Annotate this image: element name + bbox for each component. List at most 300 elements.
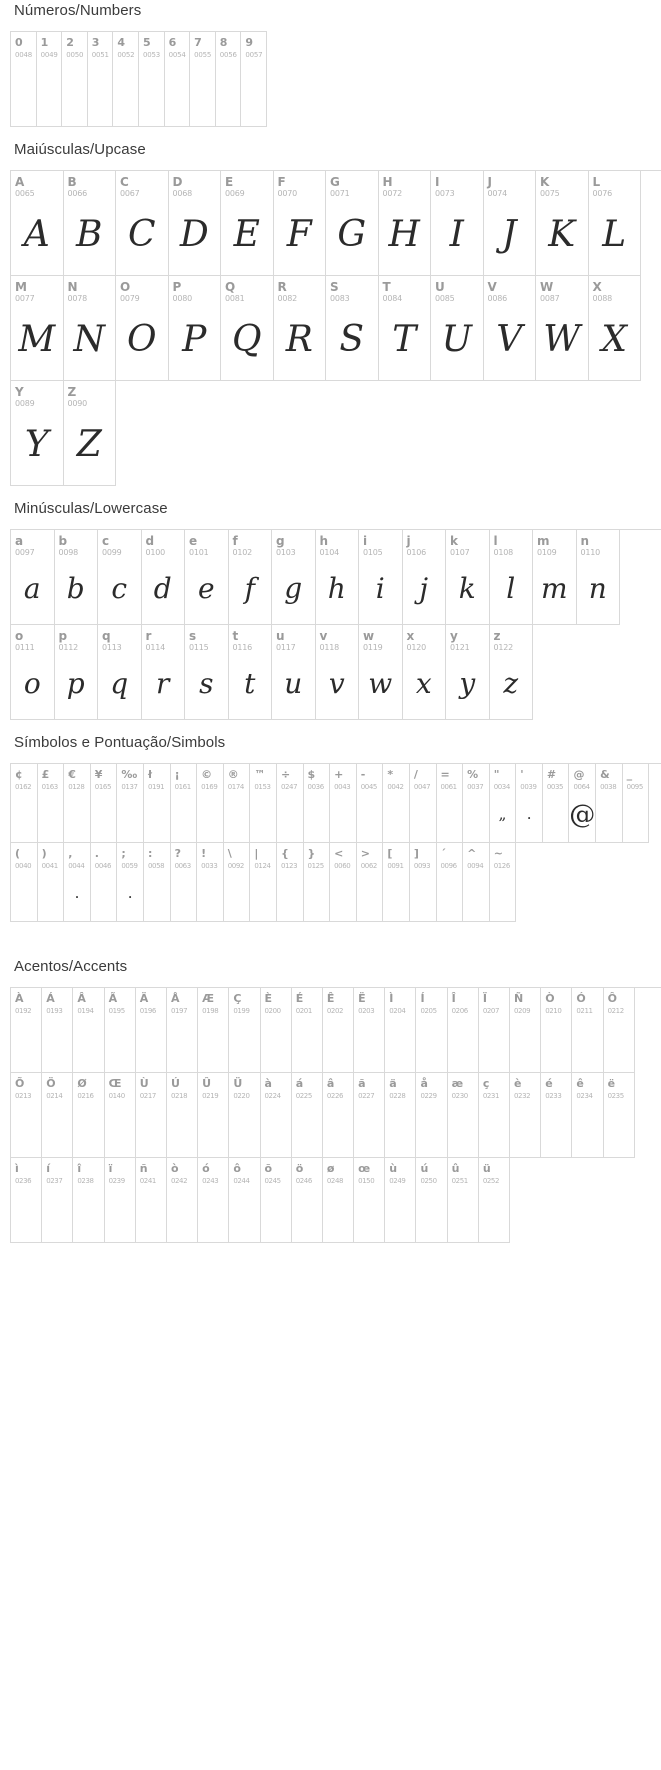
glyph-code-label: 0236 — [15, 1177, 32, 1185]
glyph-cell[interactable] — [229, 625, 273, 720]
glyph-preview — [216, 61, 241, 126]
glyph-preview — [490, 872, 516, 921]
glyph-preview — [197, 793, 223, 842]
glyph-cell[interactable] — [117, 843, 144, 922]
glyph-cell[interactable] — [277, 764, 304, 843]
glyph-cell[interactable] — [326, 276, 379, 381]
section-title-accents: Acentos/Accents — [14, 958, 128, 975]
glyph-cell[interactable] — [410, 764, 437, 843]
glyph-character-label: Ü — [233, 1077, 243, 1090]
glyph-code-label: 0064 — [573, 783, 590, 791]
glyph-cell[interactable] — [64, 381, 117, 486]
glyph-cell[interactable] — [105, 1158, 136, 1243]
glyph-cell[interactable] — [383, 843, 410, 922]
glyph-cell[interactable] — [316, 625, 360, 720]
glyph-cell[interactable] — [216, 32, 242, 127]
glyph-cell[interactable] — [510, 988, 541, 1073]
glyph-header — [596, 764, 622, 793]
glyph-header — [42, 1158, 72, 1187]
glyph-cell[interactable] — [198, 1073, 229, 1158]
glyph-preview — [357, 872, 383, 921]
glyph-preview: Y — [24, 423, 49, 465]
glyph-header — [316, 530, 359, 559]
glyph-cell[interactable] — [330, 843, 357, 922]
glyph-cell[interactable] — [261, 1073, 292, 1158]
glyph-character-label: Å — [170, 992, 180, 1005]
glyph-character-label: é — [545, 1077, 553, 1090]
glyph-cell[interactable] — [536, 171, 589, 276]
glyph-grid-upcase — [10, 170, 661, 486]
glyph-header — [55, 530, 98, 559]
glyph-cell[interactable] — [479, 1158, 510, 1243]
glyph-cell[interactable] — [136, 988, 167, 1073]
glyph-preview — [354, 1187, 384, 1242]
glyph-character-label: ´ — [440, 847, 446, 860]
glyph-cell[interactable] — [437, 764, 464, 843]
glyph-cell[interactable] — [379, 171, 432, 276]
glyph-character-label: ö — [295, 1162, 304, 1175]
glyph-header — [326, 276, 378, 305]
glyph-preview: S — [339, 318, 365, 360]
glyph-cell[interactable] — [37, 32, 63, 127]
glyph-preview — [416, 1187, 446, 1242]
glyph-cell[interactable] — [274, 276, 327, 381]
glyph-header — [330, 764, 356, 793]
glyph-cell[interactable] — [198, 1158, 229, 1243]
glyph-header — [589, 171, 641, 200]
glyph-cell[interactable] — [292, 988, 323, 1073]
glyph-header — [572, 988, 602, 1017]
glyph-character-label: Q — [225, 280, 236, 294]
glyph-code-label: 0120 — [406, 643, 427, 652]
glyph-cell[interactable] — [88, 32, 114, 127]
glyph-cell[interactable] — [543, 764, 570, 843]
glyph-cell[interactable] — [64, 276, 117, 381]
glyph-character-label: Ô — [607, 992, 617, 1005]
glyph-cell[interactable] — [38, 764, 65, 843]
glyph-code-label: 0200 — [264, 1007, 281, 1015]
glyph-character-label: 2 — [66, 36, 74, 49]
glyph-cell[interactable] — [117, 764, 144, 843]
glyph-cell[interactable] — [139, 32, 165, 127]
glyph-cell[interactable] — [55, 625, 99, 720]
glyph-cell[interactable] — [229, 988, 260, 1073]
glyph-preview — [73, 1017, 103, 1072]
glyph-header — [11, 276, 63, 305]
glyph-cell[interactable] — [224, 764, 251, 843]
glyph-code-label: 0219 — [202, 1092, 219, 1100]
glyph-cell[interactable] — [190, 32, 216, 127]
glyph-preview — [250, 793, 276, 842]
glyph-code-label: 0063 — [174, 862, 191, 870]
glyph-character-label: æ — [451, 1077, 464, 1090]
glyph-cell[interactable] — [144, 764, 171, 843]
glyph-cell[interactable] — [596, 764, 623, 843]
glyph-cell[interactable] — [142, 530, 186, 625]
glyph-header — [304, 764, 330, 793]
glyph-cell[interactable] — [623, 764, 650, 843]
glyph-character-label: ? — [174, 847, 181, 860]
glyph-cell[interactable] — [250, 843, 277, 922]
glyph-cell[interactable] — [185, 625, 229, 720]
glyph-cell[interactable] — [11, 988, 42, 1073]
glyph-preview — [479, 1187, 509, 1242]
glyph-cell[interactable] — [241, 32, 267, 127]
glyph-code-label: 0108 — [493, 548, 514, 557]
glyph-character-label: : — [147, 847, 153, 860]
glyph-cell[interactable] — [510, 1073, 541, 1158]
glyph-preview: u — [284, 666, 303, 700]
glyph-character-label: 1 — [40, 36, 49, 49]
glyph-character-label: , — [68, 847, 73, 860]
glyph-cell[interactable] — [62, 32, 88, 127]
glyph-cell[interactable] — [326, 171, 379, 276]
glyph-header — [38, 843, 64, 872]
glyph-header — [229, 1073, 259, 1102]
glyph-preview: l — [506, 571, 516, 605]
glyph-preview: G — [337, 213, 367, 255]
glyph-preview: Q — [231, 318, 262, 360]
glyph-cell[interactable] — [359, 530, 403, 625]
glyph-cell[interactable] — [490, 764, 517, 843]
glyph-cell[interactable] — [42, 988, 73, 1073]
glyph-code-label: 0082 — [277, 294, 298, 303]
glyph-code-label: 0246 — [295, 1177, 312, 1185]
glyph-cell[interactable] — [105, 988, 136, 1073]
glyph-character-label: â — [326, 1077, 335, 1090]
glyph-character-label: Ï — [482, 992, 487, 1005]
glyph-cell[interactable] — [42, 1073, 73, 1158]
glyph-cell[interactable] — [105, 1073, 136, 1158]
glyph-preview — [479, 1017, 509, 1072]
glyph-header — [250, 843, 276, 872]
glyph-cell[interactable] — [272, 625, 316, 720]
glyph-cell[interactable] — [11, 530, 55, 625]
glyph-cell[interactable] — [261, 1158, 292, 1243]
glyph-cell[interactable] — [136, 1158, 167, 1243]
glyph-cell[interactable] — [11, 171, 64, 276]
glyph-cell[interactable] — [484, 276, 537, 381]
glyph-cell[interactable] — [11, 1158, 42, 1243]
glyph-cell[interactable] — [11, 764, 38, 843]
glyph-cell[interactable] — [403, 625, 447, 720]
glyph-cell[interactable] — [116, 276, 169, 381]
glyph-cell[interactable] — [64, 843, 91, 922]
glyph-cell[interactable] — [359, 625, 403, 720]
glyph-cell[interactable] — [64, 171, 117, 276]
glyph-character-label: q — [102, 629, 111, 643]
glyph-preview: H — [388, 213, 420, 255]
glyph-cell[interactable] — [169, 171, 222, 276]
glyph-preview: T — [392, 318, 417, 360]
glyph-code-label: 0071 — [330, 189, 350, 198]
glyph-preview — [354, 1017, 384, 1072]
glyph-code-label: 0247 — [280, 783, 298, 791]
glyph-cell[interactable] — [516, 764, 543, 843]
glyph-cell[interactable] — [73, 1158, 104, 1243]
glyph-code-label: 0169 — [201, 783, 218, 791]
glyph-character-label: j — [406, 534, 411, 548]
glyph-character-label: œ — [358, 1162, 371, 1175]
glyph-cell[interactable] — [11, 32, 37, 127]
glyph-cell[interactable] — [572, 1073, 603, 1158]
glyph-cell[interactable] — [385, 1158, 416, 1243]
glyph-cell[interactable] — [64, 764, 91, 843]
glyph-cell[interactable] — [446, 625, 490, 720]
glyph-cell[interactable] — [171, 843, 198, 922]
glyph-cell[interactable] — [354, 1158, 385, 1243]
glyph-cell[interactable] — [490, 625, 534, 720]
glyph-header — [403, 530, 446, 559]
glyph-preview: e — [197, 571, 215, 605]
glyph-cell[interactable] — [185, 530, 229, 625]
glyph-cell[interactable] — [38, 843, 65, 922]
glyph-cell[interactable] — [448, 1073, 479, 1158]
glyph-code-label: 0202 — [326, 1007, 344, 1015]
glyph-cell[interactable] — [357, 843, 384, 922]
glyph-code-label: 0056 — [219, 51, 237, 59]
glyph-character-label: ã — [358, 1077, 366, 1090]
glyph-preview: Z — [76, 423, 102, 465]
glyph-header — [73, 988, 103, 1017]
glyph-cell[interactable] — [171, 764, 198, 843]
glyph-cell[interactable] — [416, 988, 447, 1073]
glyph-cell[interactable] — [490, 530, 534, 625]
glyph-character-label: w — [363, 629, 375, 643]
glyph-preview — [543, 793, 569, 842]
glyph-cell[interactable] — [113, 32, 139, 127]
glyph-preview — [224, 793, 250, 842]
glyph-cell[interactable] — [385, 988, 416, 1073]
glyph-cell[interactable] — [572, 988, 603, 1073]
glyph-code-label: 0104 — [319, 548, 340, 557]
glyph-header — [198, 988, 228, 1017]
glyph-cell[interactable] — [410, 843, 437, 922]
glyph-header — [136, 988, 166, 1017]
glyph-code-label: 0092 — [227, 862, 244, 870]
glyph-cell[interactable] — [416, 1158, 447, 1243]
glyph-cell[interactable] — [229, 1158, 260, 1243]
glyph-header — [431, 171, 483, 200]
glyph-cell[interactable] — [144, 843, 171, 922]
glyph-cell[interactable] — [136, 1073, 167, 1158]
glyph-cell[interactable] — [463, 843, 490, 922]
glyph-cell[interactable] — [403, 530, 447, 625]
glyph-cell[interactable] — [416, 1073, 447, 1158]
glyph-preview — [229, 1017, 259, 1072]
glyph-cell[interactable] — [448, 988, 479, 1073]
glyph-cell[interactable] — [385, 1073, 416, 1158]
glyph-cell[interactable] — [11, 1073, 42, 1158]
glyph-cell[interactable] — [250, 764, 277, 843]
glyph-code-label: 0088 — [592, 294, 613, 303]
glyph-cell[interactable] — [224, 843, 251, 922]
glyph-header — [144, 764, 170, 793]
glyph-code-label: 0207 — [482, 1007, 500, 1015]
glyph-character-label: I — [435, 175, 440, 189]
glyph-code-label: 0043 — [334, 783, 351, 791]
glyph-preview: t — [244, 666, 256, 700]
glyph-character-label: ü — [482, 1162, 491, 1175]
glyph-code-label: 0037 — [467, 783, 484, 791]
glyph-cell[interactable] — [221, 276, 274, 381]
glyph-cell[interactable] — [589, 171, 642, 276]
glyph-cell[interactable] — [533, 530, 577, 625]
glyph-header — [37, 32, 62, 61]
glyph-header — [292, 1158, 322, 1187]
glyph-header — [403, 625, 446, 654]
glyph-header — [113, 32, 138, 61]
glyph-header — [541, 1073, 571, 1102]
glyph-cell[interactable] — [55, 530, 99, 625]
glyph-cell[interactable] — [11, 381, 64, 486]
glyph-character-label: C — [120, 175, 129, 189]
glyph-code-label: 0137 — [121, 783, 138, 791]
glyph-code-label: 0234 — [576, 1092, 593, 1100]
glyph-cell[interactable] — [261, 988, 292, 1073]
glyph-cell[interactable] — [536, 276, 589, 381]
glyph-header — [516, 764, 542, 793]
glyph-cell[interactable] — [431, 171, 484, 276]
glyph-cell[interactable] — [116, 171, 169, 276]
glyph-cell[interactable] — [479, 988, 510, 1073]
glyph-cell[interactable] — [73, 1073, 104, 1158]
glyph-header — [224, 764, 250, 793]
glyph-cell[interactable] — [167, 988, 198, 1073]
glyph-cell[interactable] — [197, 843, 224, 922]
glyph-preview: r — [156, 666, 170, 700]
glyph-cell[interactable] — [589, 276, 642, 381]
glyph-cell[interactable] — [431, 276, 484, 381]
glyph-preview — [357, 793, 383, 842]
glyph-cell[interactable] — [98, 530, 142, 625]
glyph-header — [448, 1158, 478, 1187]
glyph-code-label: 0105 — [363, 548, 383, 557]
glyph-cell[interactable] — [42, 1158, 73, 1243]
glyph-cell[interactable] — [446, 530, 490, 625]
glyph-header — [304, 843, 330, 872]
glyph-cell[interactable] — [383, 764, 410, 843]
glyph-cell[interactable] — [142, 625, 186, 720]
glyph-code-label: 0116 — [232, 643, 253, 652]
glyph-character-label: M — [15, 280, 27, 294]
glyph-cell[interactable] — [165, 32, 191, 127]
glyph-cell[interactable] — [479, 1073, 510, 1158]
glyph-cell[interactable] — [323, 1073, 354, 1158]
glyph-preview — [437, 793, 463, 842]
glyph-cell[interactable] — [463, 764, 490, 843]
glyph-cell[interactable] — [437, 843, 464, 922]
glyph-header — [623, 764, 649, 793]
glyph-header — [479, 1073, 509, 1102]
glyph-cell[interactable] — [11, 625, 55, 720]
glyph-cell[interactable] — [292, 1073, 323, 1158]
glyph-code-label: 0049 — [40, 51, 58, 59]
glyph-code-label: 0191 — [147, 783, 165, 791]
glyph-code-label: 0125 — [307, 862, 324, 870]
glyph-cell[interactable] — [91, 843, 118, 922]
glyph-cell[interactable] — [357, 764, 384, 843]
glyph-header — [64, 276, 116, 305]
glyph-character-label: # — [546, 768, 557, 781]
glyph-cell[interactable] — [323, 988, 354, 1073]
glyph-preview — [383, 793, 409, 842]
glyph-code-label: 0094 — [467, 862, 484, 870]
glyph-preview — [241, 61, 266, 126]
glyph-cell[interactable] — [197, 764, 224, 843]
glyph-cell[interactable] — [169, 276, 222, 381]
glyph-character-label: + — [334, 768, 344, 781]
glyph-header — [416, 1073, 446, 1102]
glyph-cell[interactable] — [604, 988, 635, 1073]
glyph-grid-accents — [10, 987, 661, 1243]
glyph-cell[interactable] — [316, 530, 360, 625]
glyph-cell[interactable] — [577, 530, 621, 625]
glyph-cell[interactable] — [330, 764, 357, 843]
glyph-cell[interactable] — [304, 764, 331, 843]
glyph-character-label: z — [493, 629, 501, 643]
glyph-cell[interactable] — [277, 843, 304, 922]
glyph-character-label: Y — [15, 385, 24, 399]
glyph-preview — [165, 61, 190, 126]
glyph-cell[interactable] — [379, 276, 432, 381]
glyph-cell[interactable] — [98, 625, 142, 720]
glyph-cell[interactable] — [354, 988, 385, 1073]
glyph-cell[interactable] — [229, 530, 273, 625]
glyph-cell[interactable] — [198, 988, 229, 1073]
glyph-cell[interactable] — [569, 764, 596, 843]
glyph-character-label: î — [77, 1162, 82, 1175]
glyph-character-label: Ø — [77, 1077, 87, 1090]
glyph-cell[interactable] — [484, 171, 537, 276]
glyph-cell[interactable] — [167, 1073, 198, 1158]
glyph-cell[interactable] — [272, 530, 316, 625]
glyph-cell[interactable] — [221, 171, 274, 276]
glyph-cell[interactable] — [11, 843, 38, 922]
glyph-cell[interactable] — [91, 764, 118, 843]
glyph-cell[interactable] — [490, 843, 517, 922]
glyph-preview: F — [286, 213, 312, 255]
glyph-cell[interactable] — [274, 171, 327, 276]
glyph-code-label: 0248 — [326, 1177, 344, 1185]
glyph-cell[interactable] — [73, 988, 104, 1073]
glyph-cell[interactable] — [541, 988, 572, 1073]
glyph-character-label: F — [277, 175, 286, 189]
glyph-character-label: G — [330, 175, 340, 189]
glyph-header — [431, 276, 483, 305]
glyph-cell[interactable] — [323, 1158, 354, 1243]
glyph-cell[interactable] — [304, 843, 331, 922]
glyph-cell[interactable] — [11, 276, 64, 381]
glyph-preview — [354, 1102, 384, 1157]
glyph-cell[interactable] — [541, 1073, 572, 1158]
glyph-cell[interactable] — [292, 1158, 323, 1243]
glyph-preview — [448, 1102, 478, 1157]
glyph-code-label: 0226 — [326, 1092, 344, 1100]
glyph-character-label: Ç — [233, 992, 242, 1005]
glyph-cell[interactable] — [448, 1158, 479, 1243]
glyph-cell[interactable] — [229, 1073, 260, 1158]
glyph-preview — [304, 793, 330, 842]
glyph-header — [490, 764, 516, 793]
glyph-cell[interactable] — [167, 1158, 198, 1243]
glyph-header — [277, 843, 303, 872]
glyph-character-label: \ — [227, 847, 232, 860]
glyph-cell[interactable] — [604, 1073, 635, 1158]
glyph-cell[interactable] — [354, 1073, 385, 1158]
section-title-lowercase: Minúsculas/Lowercase — [14, 500, 168, 517]
section-lowercase — [0, 486, 661, 720]
